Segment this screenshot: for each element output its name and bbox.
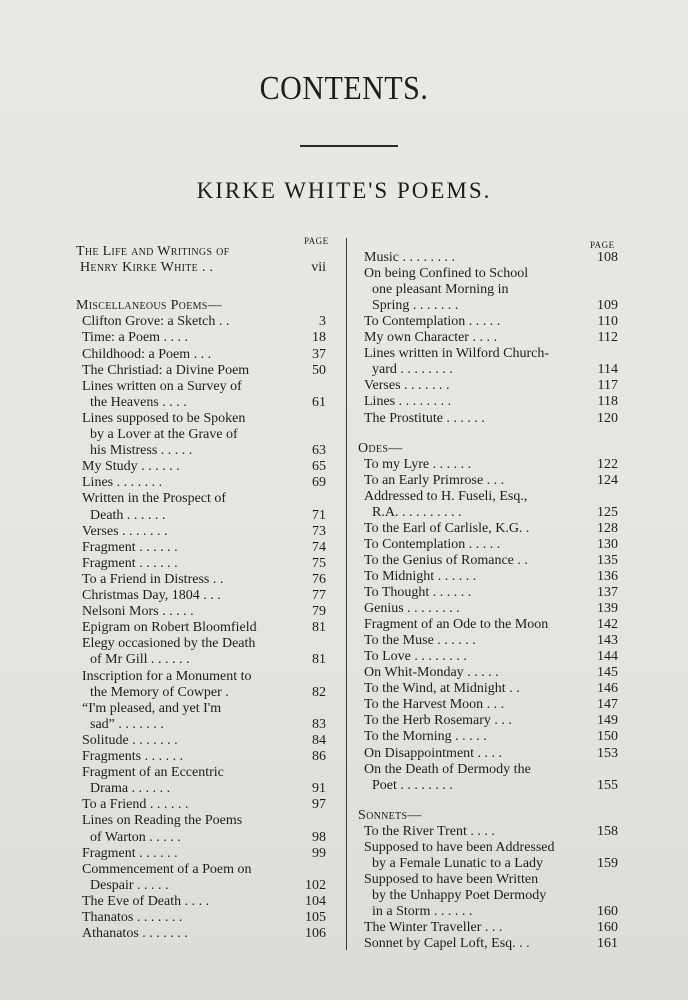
toc-entry-title: To Contemplation . . . . . xyxy=(364,314,501,330)
toc-entry-title: The Eve of Death . . . . xyxy=(82,893,210,909)
toc-entry-title: the Heavens . . . . xyxy=(90,394,187,410)
toc-entry-title: To Contemplation . . . . . xyxy=(364,536,501,552)
toc-entry-page: 18 xyxy=(312,330,326,346)
toc-entry-title: Solitude . . . . . . . xyxy=(82,732,178,748)
toc-entry-page: 124 xyxy=(597,472,618,488)
toc-entry-page: 65 xyxy=(312,459,326,475)
toc-entry-title: one pleasant Morning in xyxy=(372,282,509,298)
toc-entry-title: Lines . . . . . . . xyxy=(82,475,163,491)
toc-entry-title: Written in the Prospect of xyxy=(82,491,227,507)
toc-entry-page: 98 xyxy=(312,829,326,845)
toc-entry-title: On being Confined to School xyxy=(364,266,529,282)
toc-entry-title: Poet . . . . . . . . xyxy=(372,777,453,793)
toc-entry-page: 75 xyxy=(312,555,326,571)
toc-entry-page: 74 xyxy=(312,539,326,555)
toc-entry-title: Lines written on a Survey of xyxy=(82,378,242,394)
toc-entry-title: R.A. . . . . . . . . . xyxy=(372,504,462,520)
toc-entry-title: My Study . . . . . . xyxy=(82,459,180,475)
toc-entry-title: My own Character . . . . xyxy=(364,330,497,346)
toc-entry-title: To the Muse . . . . . . xyxy=(364,633,476,649)
toc-entry-page: 82 xyxy=(312,684,326,700)
page-title: CONTENTS. xyxy=(259,69,429,107)
toc-entry-title: The Life and Writings of xyxy=(76,244,230,259)
toc-entry-title: To Thought . . . . . . xyxy=(364,585,472,600)
toc-entry-title: On Whit-Monday . . . . . xyxy=(364,665,499,681)
toc-entry-title: Thanatos . . . . . . . xyxy=(82,910,183,925)
toc-entry-page: 142 xyxy=(597,617,618,633)
toc-entry-page: 77 xyxy=(312,588,326,603)
toc-entry-page: 106 xyxy=(305,926,326,942)
toc-entry-page: 160 xyxy=(597,903,618,919)
toc-entry-title: To the Herb Rosemary . . . xyxy=(364,713,512,729)
toc-entry-title: To the Morning . . . . . xyxy=(364,729,487,745)
toc-entry-title: by the Unhappy Poet Dermody xyxy=(372,887,547,903)
toc-entry-page: 109 xyxy=(597,298,618,314)
toc-entry-page: 136 xyxy=(597,568,618,584)
toc-entry-page: 160 xyxy=(597,920,618,935)
toc-entry-page: 125 xyxy=(597,504,618,520)
toc-entry-title: his Mistress . . . . . xyxy=(90,443,193,459)
toc-entry-page: 97 xyxy=(312,797,326,813)
title-rule xyxy=(300,145,398,147)
toc-entry-page: 91 xyxy=(312,781,326,797)
toc-entry-page: 37 xyxy=(312,346,326,362)
toc-entry-title: Nelsoni Mors . . . . . xyxy=(82,604,194,620)
toc-entry-page: 63 xyxy=(312,443,326,459)
toc-entry-title: Fragment . . . . . . xyxy=(82,539,178,555)
toc-entry-title: Odes— xyxy=(358,440,403,456)
toc-entry-title: of Mr Gill . . . . . . xyxy=(90,652,190,668)
toc-entry-page: 110 xyxy=(597,314,618,330)
toc-entry-title: yard . . . . . . . . xyxy=(372,362,453,378)
toc-entry-title: Verses . . . . . . . xyxy=(364,378,450,394)
toc-entry-page: 120 xyxy=(597,410,618,426)
toc-entry-page: 81 xyxy=(312,652,326,668)
toc-entry-page: 81 xyxy=(312,620,326,636)
toc-entry-page: 159 xyxy=(597,855,618,871)
toc-entry-page: 69 xyxy=(312,475,326,491)
toc-entry-title: On Disappointment . . . . xyxy=(364,745,503,761)
toc-entry-title: To an Early Primrose . . . xyxy=(364,472,505,488)
toc-entry-page: 86 xyxy=(312,749,326,764)
toc-entry-title: To a Friend . . . . . . xyxy=(82,797,189,813)
toc-entry-title: Athanatos . . . . . . . xyxy=(82,926,188,942)
toc-entry-title: On the Death of Dermody the xyxy=(364,761,531,777)
toc-entry-title: To the Wind, at Midnight . . xyxy=(364,681,520,697)
toc-entry-title: the Memory of Cowper . xyxy=(90,684,229,700)
toc-entry-page: 50 xyxy=(312,362,326,378)
toc-entry-title: in a Storm . . . . . . xyxy=(372,903,473,919)
toc-entry-page: 112 xyxy=(597,330,618,346)
toc-entry-page: 139 xyxy=(597,601,618,617)
toc-entry-page: 71 xyxy=(312,507,326,523)
toc-entry-title: Lines supposed to be Spoken xyxy=(82,410,246,426)
toc-entry-title: To Midnight . . . . . . xyxy=(364,568,477,584)
toc-entry-page: 105 xyxy=(305,910,326,925)
toc-entry-title: The Christiad: a Divine Poem xyxy=(82,362,250,378)
toc-entry-title: sad” . . . . . . . xyxy=(90,716,164,732)
toc-entry-title: Lines . . . . . . . . xyxy=(364,394,452,410)
toc-entry-title: Lines written in Wilford Church- xyxy=(364,346,550,362)
toc-entry-title: Henry Kirke White . . xyxy=(80,260,214,276)
toc-entry-page: 135 xyxy=(597,552,618,568)
toc-entry-title: Addressed to H. Fuseli, Esq., xyxy=(364,488,528,504)
toc-entry-page: 3 xyxy=(319,314,326,330)
toc-entry-title: of Warton . . . . . xyxy=(90,829,181,845)
toc-entry-page: 146 xyxy=(597,681,618,697)
toc-entry-page: 114 xyxy=(597,362,618,378)
toc-entry-title: Inscription for a Monument to xyxy=(82,668,252,684)
toc-entry-title: Time: a Poem . . . . xyxy=(82,330,189,346)
toc-entry-title: Supposed to have been Addressed xyxy=(364,839,555,855)
toc-entry-page: 61 xyxy=(312,394,326,410)
toc-entry-title: To my Lyre . . . . . . xyxy=(364,456,472,472)
toc-entry-page: 99 xyxy=(312,845,326,861)
toc-entry-title: Verses . . . . . . . xyxy=(82,523,168,539)
toc-entry-title: Drama . . . . . . xyxy=(90,781,171,797)
toc-entry-title: To Love . . . . . . . . xyxy=(364,649,467,665)
page-column-header: PAGE xyxy=(304,236,329,246)
page-subtitle: KIRKE WHITE'S POEMS. xyxy=(196,178,492,203)
toc-entry-title: Supposed to have been Written xyxy=(364,871,539,887)
toc-entry-title: Despair . . . . . xyxy=(90,877,169,893)
page-column-header: PAGE xyxy=(590,240,615,250)
toc-entry-page: 84 xyxy=(312,732,326,748)
toc-entry-title: “I'm pleased, and yet I'm xyxy=(82,700,222,716)
toc-entry-title: Music . . . . . . . . xyxy=(364,250,455,265)
toc-entry-page: 155 xyxy=(597,777,618,793)
toc-entry-title: To a Friend in Distress . . xyxy=(82,571,224,587)
toc-entry-page: 145 xyxy=(597,665,618,681)
toc-entry-page: 161 xyxy=(597,936,618,952)
toc-entry-title: Fragment of an Ode to the Moon xyxy=(364,617,549,633)
toc-entry-title: Epigram on Robert Bloomfield xyxy=(82,620,257,636)
toc-entry-title: Sonnet by Capel Loft, Esq. . . xyxy=(364,936,530,952)
toc-entry-page: 104 xyxy=(305,893,326,909)
toc-entry-page: 149 xyxy=(597,713,618,729)
toc-entry-page: 117 xyxy=(597,378,618,394)
toc-entry-title: Childhood: a Poem . . . xyxy=(82,346,212,362)
toc-entry-page: 158 xyxy=(597,823,618,839)
toc-entry-title: To the Harvest Moon . . . xyxy=(364,697,505,713)
toc-entry-page: 102 xyxy=(305,877,326,893)
toc-entry-page: 130 xyxy=(597,536,618,552)
toc-entry-title: Christmas Day, 1804 . . . xyxy=(82,588,221,603)
toc-entry-page: 144 xyxy=(597,649,618,665)
toc-entry-title: The Prostitute . . . . . . xyxy=(364,410,485,426)
toc-entry-title: The Winter Traveller . . . xyxy=(364,920,503,935)
column-divider xyxy=(346,238,347,950)
toc-entry-title: by a Lover at the Grave of xyxy=(90,427,238,442)
toc-entry-title: Genius . . . . . . . . xyxy=(364,601,460,617)
toc-entry-page: 150 xyxy=(597,729,618,745)
toc-entry-title: Sonnets— xyxy=(358,807,422,823)
toc-entry-page: 73 xyxy=(312,523,326,539)
toc-entry-title: To the River Trent . . . . xyxy=(364,823,495,839)
toc-entry-page: 147 xyxy=(597,697,618,713)
toc-entry-page: 143 xyxy=(597,633,618,649)
toc-entry-title: Fragment . . . . . . xyxy=(82,845,178,861)
toc-entry-page: 76 xyxy=(312,571,326,587)
toc-entry-title: Fragments . . . . . . xyxy=(82,749,184,764)
toc-entry-page: 83 xyxy=(312,716,326,732)
toc-entry-page: 108 xyxy=(597,250,618,265)
toc-entry-title: To the Genius of Romance . . xyxy=(364,552,528,568)
toc-entry-title: Clifton Grove: a Sketch . . xyxy=(82,314,230,330)
toc-entry-title: Miscellaneous Poems— xyxy=(76,298,222,314)
toc-entry-title: Fragment . . . . . . xyxy=(82,555,178,571)
toc-entry-page: 118 xyxy=(597,394,618,410)
toc-entry-page: 137 xyxy=(597,585,618,600)
toc-entry-title: by a Female Lunatic to a Lady xyxy=(372,855,544,871)
toc-entry-title: Death . . . . . . xyxy=(90,507,166,523)
toc-entry-title: Commencement of a Poem on xyxy=(82,861,252,877)
toc-entry-page: vii xyxy=(311,260,326,276)
toc-entry-title: Fragment of an Eccentric xyxy=(82,765,224,781)
toc-entry-page: 128 xyxy=(597,520,618,536)
toc-entry-title: Lines on Reading the Poems xyxy=(82,813,243,829)
toc-entry-title: Spring . . . . . . . xyxy=(372,298,459,314)
toc-entry-title: Elegy occasioned by the Death xyxy=(82,636,256,652)
toc-entry-title: To the Earl of Carlisle, K.G. . xyxy=(364,520,530,536)
toc-entry-page: 122 xyxy=(597,456,618,472)
toc-entry-page: 79 xyxy=(312,604,326,620)
toc-entry-page: 153 xyxy=(597,745,618,761)
